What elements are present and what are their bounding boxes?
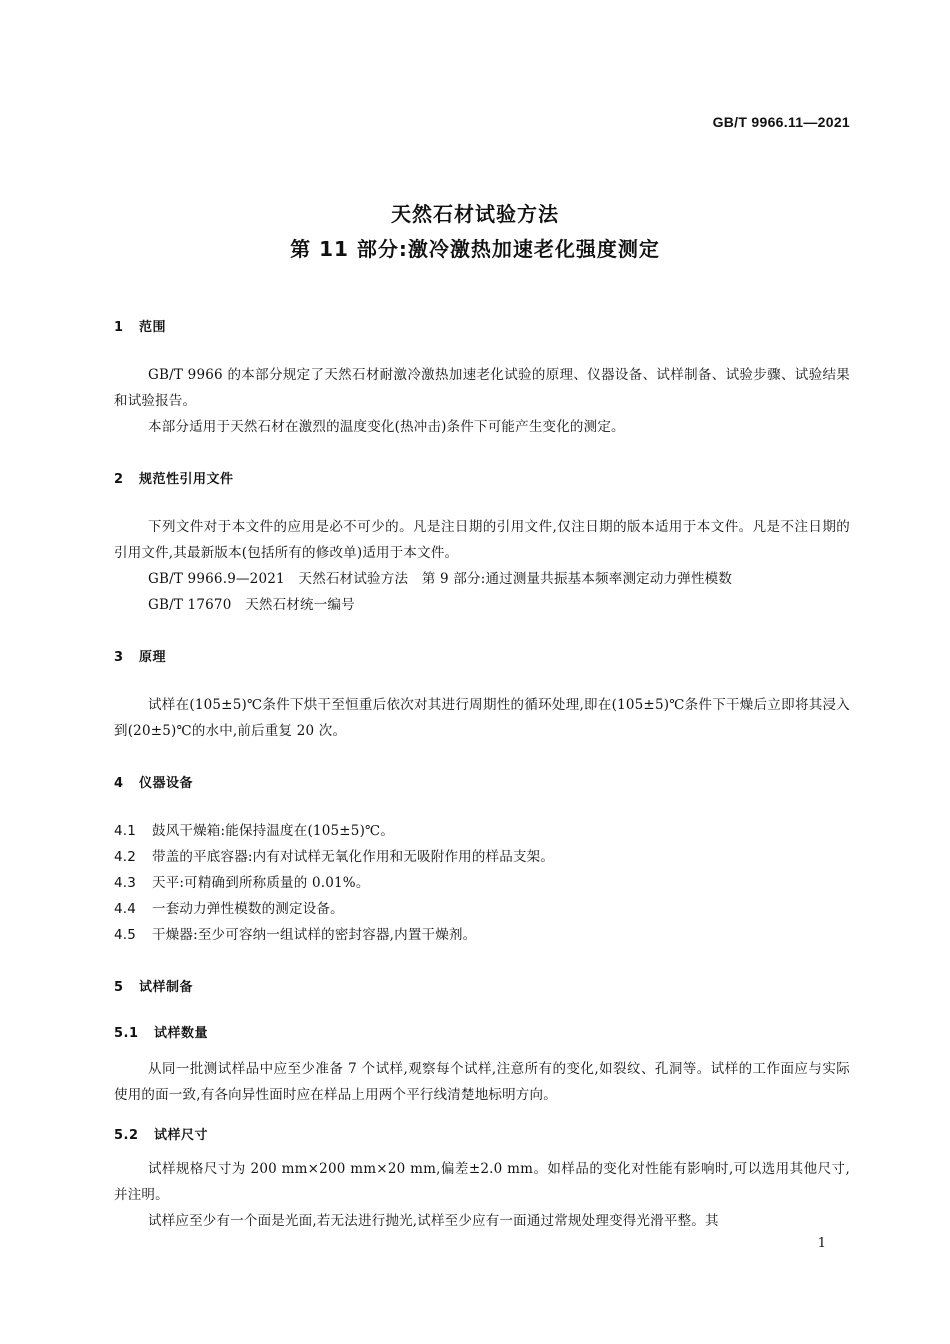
item-text: 干燥器:至少可容纳一组试样的密封容器,内置干燥剂。 xyxy=(152,927,477,943)
item-number: 4.3 xyxy=(114,875,137,891)
item-number: 4.5 xyxy=(114,927,137,943)
equipment-item xyxy=(114,844,554,870)
normative-reference-2: GB/T 17670 天然石材统一编号 xyxy=(148,597,355,613)
subsection-5-2-paragraph-1: 试样规格尺寸为 200 mm×200 mm×20 mm,偏差±2.0 mm。如样品的变化对性能有影响时,可以选用其他尺寸,并注明。 xyxy=(114,1161,850,1203)
subsection-5-2-paragraph-2: 试样应至少有一个面是光面,若无法进行抛光,试样至少应有一面通过常规处理变得光滑平整。其 xyxy=(148,1213,719,1229)
standard-code: GB/T 9966.11—2021 xyxy=(712,114,850,130)
item-text: 带盖的平底容器:内有对试样无氧化作用和无吸附作用的样品支架。 xyxy=(152,849,555,865)
equipment-item xyxy=(114,870,370,896)
item-text: 鼓风干燥箱:能保持温度在(105±5)℃。 xyxy=(152,823,395,839)
section-4-heading xyxy=(114,772,193,791)
subsection-5-1-heading xyxy=(114,1022,208,1041)
item-number: 4.2 xyxy=(114,849,137,865)
section-title: 仪器设备 xyxy=(139,776,194,791)
page-number: 1 xyxy=(817,1236,826,1251)
section-title: 原理 xyxy=(139,650,167,665)
subsection-number: 5.1 xyxy=(114,1026,139,1041)
equipment-item xyxy=(114,896,344,922)
section-number: 2 xyxy=(114,472,124,487)
section-number: 1 xyxy=(114,320,124,335)
section-1-heading xyxy=(114,316,166,335)
subsection-5-1-paragraph: 从同一批测试样品中应至少准备 7 个试样,观察每个试样,注意所有的变化,如裂纹、孔洞等。试样的工作面应与实际使用的面一致,有各向异性面时应在样品上用两个平行线清楚地标明方向。 xyxy=(114,1061,850,1103)
equipment-item xyxy=(114,922,476,948)
section-title: 范围 xyxy=(139,320,167,335)
equipment-item xyxy=(114,818,394,844)
document-title: 天然石材试验方法 xyxy=(391,202,559,226)
section-5-heading xyxy=(114,976,193,995)
subsection-title: 试样数量 xyxy=(154,1026,209,1041)
item-text: 天平:可精确到所称质量的 0.01%。 xyxy=(152,875,370,891)
item-number: 4.4 xyxy=(114,901,137,917)
section-number: 5 xyxy=(114,980,124,995)
section-title: 规范性引用文件 xyxy=(139,472,234,487)
subsection-title: 试样尺寸 xyxy=(154,1128,209,1143)
section-2-paragraph-1: 下列文件对于本文件的应用是必不可少的。凡是注日期的引用文件,仅注日期的版本适用于本文件。凡是不注日期的引用文件,其最新版本(包括所有的修改单)适用于本文件。 xyxy=(114,519,850,561)
subsection-number: 5.2 xyxy=(114,1128,139,1143)
item-text: 一套动力弹性模数的测定设备。 xyxy=(152,901,344,917)
subsection-5-2-heading xyxy=(114,1124,208,1143)
normative-reference-1: GB/T 9966.9—2021 天然石材试验方法 第 9 部分:通过测量共振基本频率测定动力弹性模数 xyxy=(148,571,733,587)
document-subtitle: 第 11 部分:激冷激热加速老化强度测定 xyxy=(290,237,660,261)
section-1-paragraph-1: GB/T 9966 的本部分规定了天然石材耐激冷激热加速老化试验的原理、仪器设备、试样制备、试验步骤、试验结果和试验报告。 xyxy=(114,367,850,409)
section-3-paragraph-1: 试样在(105±5)℃条件下烘干至恒重后依次对其进行周期性的循环处理,即在(105±5)℃条件下干燥后立即将其浸入到(20±5)℃的水中,前后重复 20 次。 xyxy=(114,697,850,739)
section-number: 3 xyxy=(114,650,124,665)
section-3-heading xyxy=(114,646,166,665)
section-1-paragraph-2: 本部分适用于天然石材在激烈的温度变化(热冲击)条件下可能产生变化的测定。 xyxy=(148,419,625,435)
section-number: 4 xyxy=(114,776,124,791)
item-number: 4.1 xyxy=(114,823,137,839)
section-2-heading xyxy=(114,468,234,487)
section-title: 试样制备 xyxy=(139,980,194,995)
